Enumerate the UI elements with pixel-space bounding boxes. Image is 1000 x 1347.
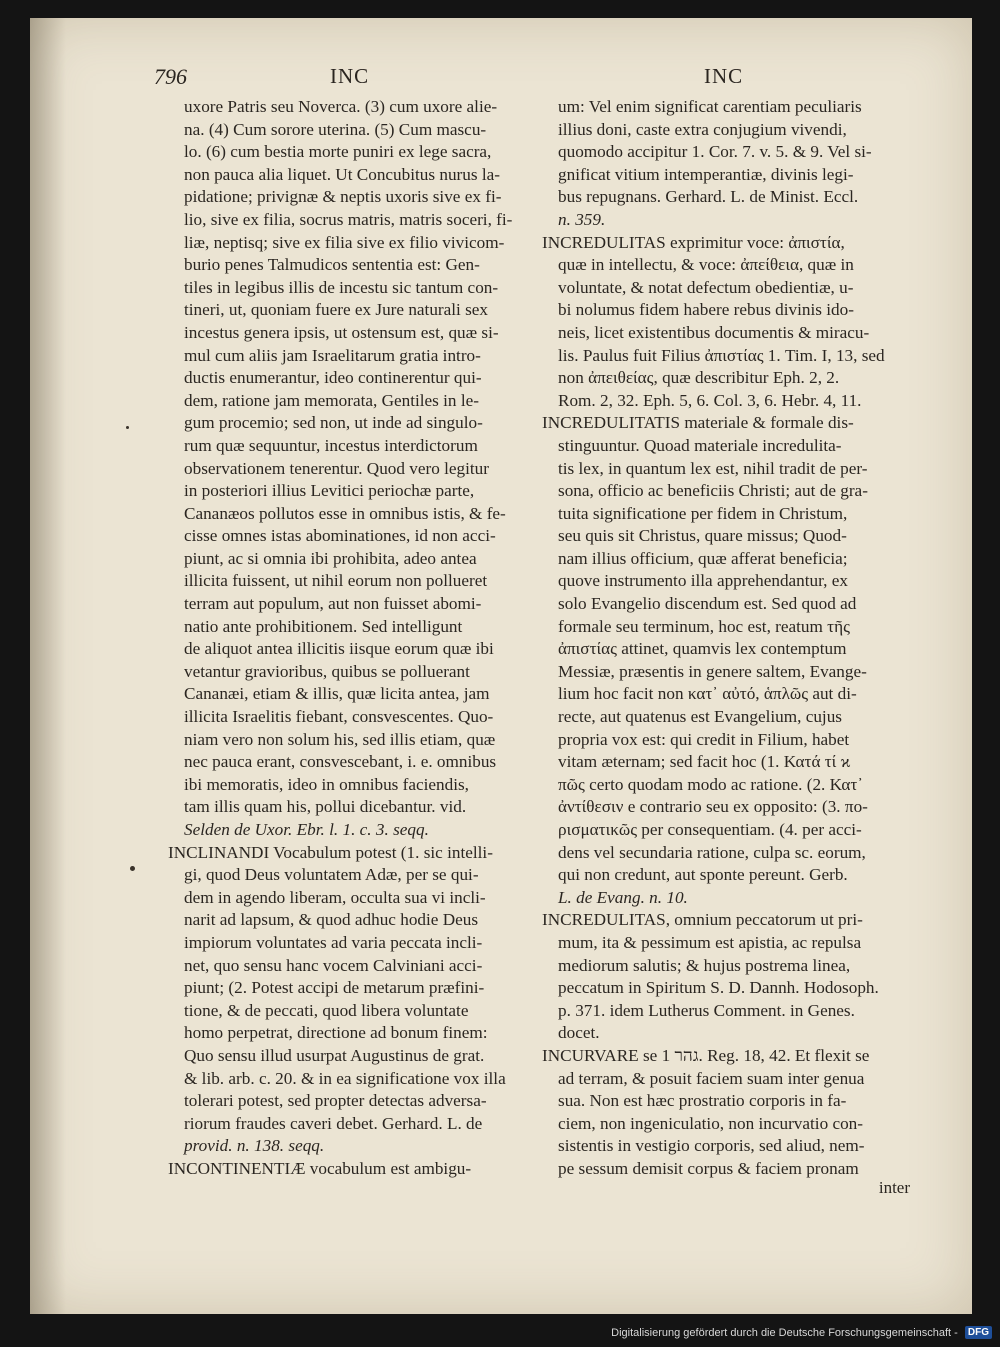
text-line: gum procemio; sed non, ut inde ad singulo- <box>184 413 483 433</box>
text-line: L. de Evang. n. 10. <box>558 887 688 907</box>
text-line: formale seu terminum, hoc est, reatum τῆς <box>558 616 850 636</box>
text-line: Cananæi, etiam & illis, quæ licita antea, jam <box>184 684 490 704</box>
text-line: ibi memoratis, ideo in omnibus faciendis, <box>184 774 469 794</box>
text-line: na. (4) Cum sorore uterina. (5) Cum mascu- <box>184 119 487 139</box>
text-line: vetantur gravioribus, quibus se polluerant <box>184 661 470 681</box>
text-line: ductis enumerantur, ideo continerentur qui- <box>184 368 482 388</box>
text-line: mum, ita & pessimum est apistia, ac repulsa <box>558 932 862 952</box>
text-line: tione, & de peccati, quod libera voluntate <box>184 1000 469 1020</box>
text-line: net, quo sensu hanc vocem Calviniani acci- <box>184 955 483 975</box>
text-line: ciem, non ingeniculatio, non incurvatio con- <box>558 1113 863 1133</box>
text-line: homo perpetrat, directione ad bonum finem: <box>184 1023 488 1043</box>
text-line: propria vox est: qui credit in Filium, habet <box>558 729 850 749</box>
text-line: peccatum in Spiritum S. D. Dannh. Hodosoph. <box>558 978 879 998</box>
dfg-logo: DFG <box>965 1326 992 1339</box>
text-line: recte, aut quatenus est Evangelium, cujus <box>558 707 842 727</box>
text-line: vitam æternam; sed facit hoc (1. Κατά τί ϰ <box>558 752 851 772</box>
text-line: terram aut populum, aut non fuisset abomi- <box>184 594 482 614</box>
text-line: INCONTINENTIÆ vocabulum est ambigu- <box>168 1158 472 1178</box>
text-line: lium hoc facit non κατ᾽ αὐτό, ἁπλῶς aut di- <box>558 684 857 704</box>
text-line: lis. Paulus fuit Filius ἀπιστίας 1. Tim. I, 13, sed <box>558 345 885 365</box>
text-line: ad terram, & posuit faciem suam inter genua <box>558 1068 865 1088</box>
text-line: neis, licet existentibus documentis & miracu- <box>558 322 870 342</box>
text-line: tiles in legibus illis de incestu sic tantum con- <box>184 277 499 297</box>
text-line: impiorum voluntates ad varia peccata incli- <box>184 932 483 952</box>
text-line: dem, ratione jam memorata, Gentiles in le- <box>184 390 479 410</box>
text-line: pidatione; privignæ & neptis uxoris sive ex fi- <box>184 187 502 207</box>
text-line: INCURVARE se גהר 1. Reg. 18, 42. Et flexit se <box>542 1045 870 1065</box>
text-line: mediorum salutis; & hujus postrema linea, <box>558 955 851 975</box>
text-line: non pauca alia liquet. Ut Concubitus nurus la- <box>184 164 500 184</box>
text-line: solo Evangelio discendum est. Sed quod ad <box>558 594 857 614</box>
text-line: de aliquot antea illicitis iisque eorum quæ ibi <box>184 639 494 659</box>
text-line: piunt, ac si omnia ibi prohibita, adeo antea <box>184 548 477 568</box>
text-line: & lib. arb. c. 20. & in ea significatione vox illa <box>184 1068 506 1088</box>
text-line: incestus genera ipsis, ut ostensum est, quæ si- <box>184 322 499 342</box>
margin-dot <box>130 866 135 871</box>
text-line: ἀπιστίας attinet, quamvis lex contemptum <box>558 639 847 659</box>
text-line: illicita Israelitis fiebant, consvescentes. Quo- <box>184 707 494 727</box>
text-line: gnificat vitium intemperantiæ, divinis legi- <box>558 164 854 184</box>
text-line: INCREDULITATIS materiale & formale dis- <box>542 413 854 433</box>
text-line: nam illius officium, quæ afferat beneficia; <box>558 548 848 568</box>
text-line: non ἀπειθείας, quæ describitur Eph. 2, 2. <box>558 368 840 388</box>
text-line: stinguuntur. Quoad materiale incredulita- <box>558 435 842 455</box>
text-line: p. 371. idem Lutherus Comment. in Genes. <box>558 1000 855 1020</box>
text-line: burio penes Talmudicos sententia est: Gen- <box>184 255 480 275</box>
text-line: INCREDULITAS exprimitur voce: ἀπιστία, <box>542 232 845 252</box>
margin-dot <box>126 426 129 429</box>
text-line: Messiæ, præsentis in genere saltem, Evange- <box>558 661 867 681</box>
text-line: gi, quod Deus voluntatem Adæ, per se qui- <box>184 865 479 885</box>
text-line: uxore Patris seu Noverca. (3) cum uxore alie- <box>184 97 498 116</box>
text-line: sistentis in vestigio corporis, sed aliud, nem- <box>558 1136 865 1156</box>
text-line: in posteriori illius Levitici periochæ parte, <box>184 481 475 501</box>
left-column <box>168 96 536 1181</box>
text-line: tam illis quam his, pollui dicebantur. vid. <box>184 797 467 817</box>
text-line: tineri, ut, quoniam fuere ex Jure naturali sex <box>184 300 489 320</box>
text-line: n. 359. <box>558 209 606 229</box>
text-line: mul cum aliis jam Israelitarum gratia intro- <box>184 345 481 365</box>
text-line: niam vero non solum his, sed illis etiam, quæ <box>184 729 496 749</box>
text-line: quomodo accipitur 1. Cor. 7. v. 5. & 9. Vel si- <box>558 142 872 162</box>
text-line: natio ante prohibitionem. Sed intelligunt <box>184 616 463 636</box>
running-head <box>30 64 972 94</box>
text-line: dem in agendo liberam, occulta sua vi incli- <box>184 887 486 907</box>
text-line: Cananæos pollutos esse in omnibus istis, & fe- <box>184 503 506 523</box>
text-line: riorum fraudes caveri debet. Gerhard. L. de <box>184 1113 483 1133</box>
text-line: Rom. 2, 32. Eph. 5, 6. Col. 3, 6. Hebr. 4, 11. <box>558 390 862 410</box>
text-line: lio, sive ex filia, socrus matris, matris soceri, fi- <box>184 209 513 229</box>
book-page <box>30 18 972 1314</box>
text-line: observationem tenerentur. Quod vero legitur <box>184 458 489 478</box>
text-line: INCREDULITAS, omnium peccatorum ut pri- <box>542 910 863 930</box>
text-line: liæ, neptisq; sive ex filia sive ex filio vivicom- <box>184 232 505 252</box>
text-line: quove instrumento illa apprehendantur, ex <box>558 571 848 591</box>
text-line: qui non credunt, aut sponte pereunt. Gerb. <box>558 865 848 885</box>
text-line: piunt; (2. Potest accipi de metarum præfini- <box>184 978 485 998</box>
footer-text: Digitalisierung gefördert durch die Deutsche Forschungsgemeinschaft - <box>611 1326 958 1339</box>
text-line: sua. Non est hæc prostratio corporis in fa- <box>558 1091 847 1111</box>
text-line: sona, officio ac beneficiis Christi; aut de gra- <box>558 481 868 501</box>
text-line: tuita significatione per fidem in Christum, <box>558 503 848 523</box>
text-line: narit ad lapsum, & quod adhuc hodie Deus <box>184 910 479 930</box>
text-line: um: Vel enim significat carentiam peculiaris <box>558 97 862 116</box>
text-line: dens vel secundaria ratione, culpa sc. eorum, <box>558 842 866 862</box>
text-line: docet. <box>558 1023 600 1043</box>
text-line: bus repugnans. Gerhard. L. de Minist. Eccl. <box>558 187 859 207</box>
text-line: tis lex, in quantum lex est, nihil tradit de per- <box>558 458 868 478</box>
text-line: ἀντίθεσιν e contrario seu ex opposito: (3. πο- <box>558 797 868 817</box>
right-column-head: INC <box>704 64 744 88</box>
page-number: 796 <box>154 64 187 89</box>
gutter-shadow <box>30 18 66 1314</box>
text-line: lo. (6) cum bestia morte puniri ex lege sacra, <box>184 142 492 162</box>
right-column <box>542 96 920 1181</box>
digitization-footer <box>0 1326 992 1344</box>
text-line: illicita fuissent, ut nihil eorum non pollueret <box>184 571 488 591</box>
text-line: Quo sensu illud usurpat Augustinus de grat. <box>184 1045 485 1065</box>
text-line: tolerari potest, sed propter detectas adversa- <box>184 1091 487 1111</box>
text-line: bi nolumus fidem habere rebus divinis ido- <box>558 300 854 320</box>
text-line: provid. n. 138. seqq. <box>184 1136 325 1156</box>
text-line: Selden de Uxor. Ebr. l. 1. c. 3. seqq. <box>184 820 429 839</box>
text-line: πῶς certo quodam modo ac ratione. (2. Κατ᾽ <box>558 774 864 794</box>
text-line: voluntate, & notat defectum obedientiæ, u- <box>558 277 854 297</box>
text-line: ρισματικῶς per consequentiam. (4. per acci- <box>558 820 862 839</box>
text-line: quæ in intellectu, & voce: ἀπείθεια, quæ in <box>558 255 854 275</box>
text-line: INCLINANDI Vocabulum potest (1. sic intelli- <box>168 842 493 862</box>
text-line: illius doni, caste extra conjugium vivendi, <box>558 119 847 139</box>
catchword: inter <box>878 1178 910 1197</box>
left-column-head: INC <box>330 64 370 88</box>
text-line: cisse omnes istas abominationes, id non acci- <box>184 526 496 546</box>
text-line: rum quæ sequuntur, incestus interdictorum <box>184 435 478 455</box>
text-line: pe sessum demisit corpus & faciem pronam <box>558 1158 859 1178</box>
text-line: seu quis sit Christus, quare missus; Quod- <box>558 526 847 546</box>
text-line: nec pauca erant, consvescebant, i. e. omnibus <box>184 752 497 772</box>
